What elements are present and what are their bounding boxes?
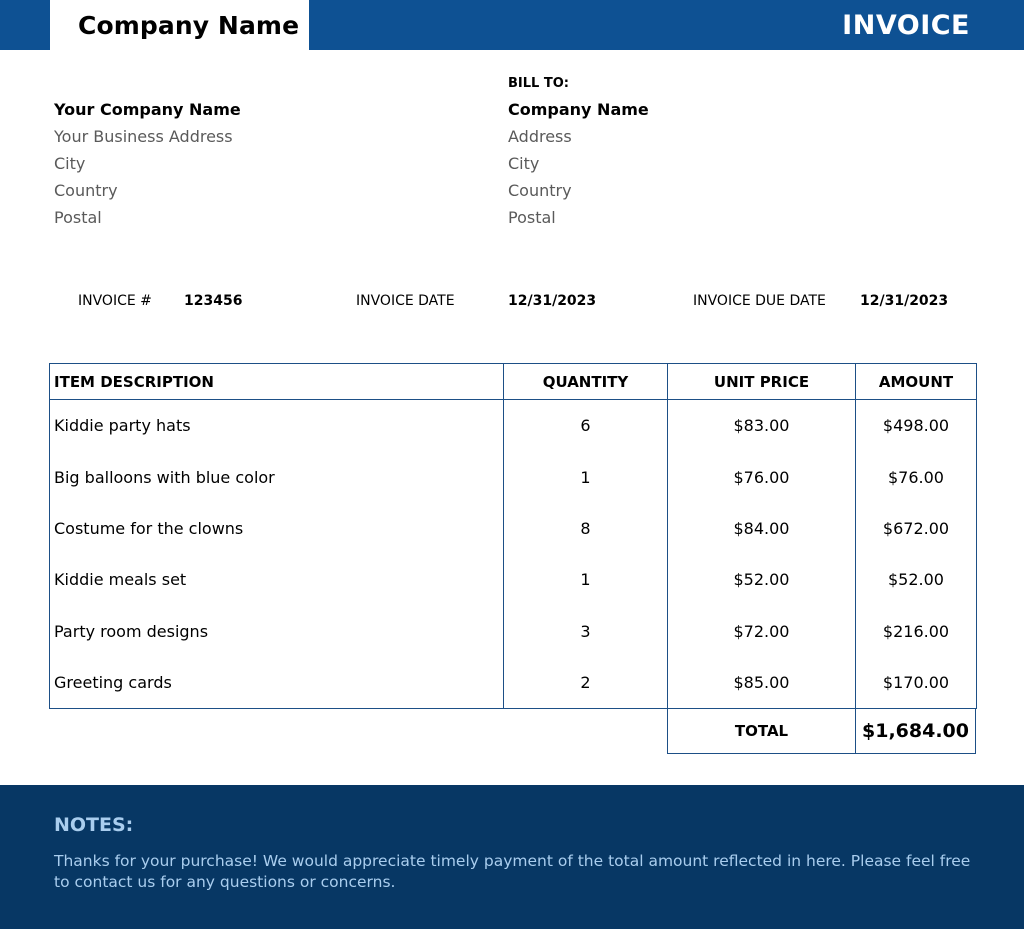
invoice-date-value: 12/31/2023: [508, 293, 597, 309]
recipient-address: [508, 96, 649, 231]
item-quantity: 1: [504, 451, 668, 502]
item-unit-price: $72.00: [668, 606, 856, 657]
item-description: Party room designs: [50, 606, 504, 657]
item-unit-price: $84.00: [668, 503, 856, 554]
invoice-number-value: 123456: [184, 293, 243, 309]
item-amount: $170.00: [856, 657, 977, 709]
item-description: Greeting cards: [50, 657, 504, 709]
total-box: [667, 708, 976, 754]
table-row: [50, 657, 977, 709]
notes-title: NOTES:: [54, 814, 134, 836]
item-description: Big balloons with blue color: [50, 451, 504, 502]
header-amount: AMOUNT: [856, 364, 977, 400]
item-quantity: 3: [504, 606, 668, 657]
table-header-row: [50, 364, 977, 400]
total-label: TOTAL: [668, 708, 856, 753]
header-unit-price: UNIT PRICE: [668, 364, 856, 400]
invoice-title: INVOICE: [842, 10, 970, 41]
item-amount: $672.00: [856, 503, 977, 554]
item-unit-price: $85.00: [668, 657, 856, 709]
sender-address: [54, 96, 241, 231]
recipient-postal: Postal: [508, 208, 556, 227]
sender-street: Your Business Address: [54, 127, 233, 146]
due-date-value: 12/31/2023: [860, 293, 949, 309]
item-description: Kiddie meals set: [50, 554, 504, 605]
recipient-city: City: [508, 154, 540, 173]
header-item-description: ITEM DESCRIPTION: [50, 364, 504, 400]
table-row: [50, 400, 977, 452]
invoice-number-label: INVOICE #: [78, 293, 152, 309]
item-unit-price: $83.00: [668, 400, 856, 452]
item-amount: $52.00: [856, 554, 977, 605]
table-row: [50, 451, 977, 502]
item-quantity: 6: [504, 400, 668, 452]
table-row: [50, 503, 977, 554]
item-unit-price: $52.00: [668, 554, 856, 605]
recipient-name: Company Name: [508, 100, 649, 119]
item-description: Costume for the clowns: [50, 503, 504, 554]
item-amount: $498.00: [856, 400, 977, 452]
recipient-street: Address: [508, 127, 572, 146]
header-quantity: QUANTITY: [504, 364, 668, 400]
item-quantity: 2: [504, 657, 668, 709]
item-unit-price: $76.00: [668, 451, 856, 502]
invoice-date-label: INVOICE DATE: [356, 293, 455, 309]
sender-name: Your Company Name: [54, 100, 241, 119]
bill-to-label: BILL TO:: [508, 76, 569, 91]
table-row: [50, 554, 977, 605]
table-row: [50, 606, 977, 657]
recipient-country: Country: [508, 181, 572, 200]
notes-text: Thanks for your purchase! We would appreciate timely payment of the total amount reflected in here. Please feel free to contact us for any questions or concerns.: [54, 852, 971, 891]
total-value: $1,684.00: [862, 719, 969, 742]
due-date-label: INVOICE DUE DATE: [693, 293, 826, 309]
company-name-title: Company Name: [78, 11, 300, 40]
item-quantity: 1: [504, 554, 668, 605]
item-amount: $76.00: [856, 451, 977, 502]
item-description: Kiddie party hats: [50, 400, 504, 452]
item-quantity: 8: [504, 503, 668, 554]
items-table: [49, 363, 977, 709]
sender-country: Country: [54, 181, 118, 200]
sender-city: City: [54, 154, 86, 173]
item-amount: $216.00: [856, 606, 977, 657]
sender-postal: Postal: [54, 208, 102, 227]
